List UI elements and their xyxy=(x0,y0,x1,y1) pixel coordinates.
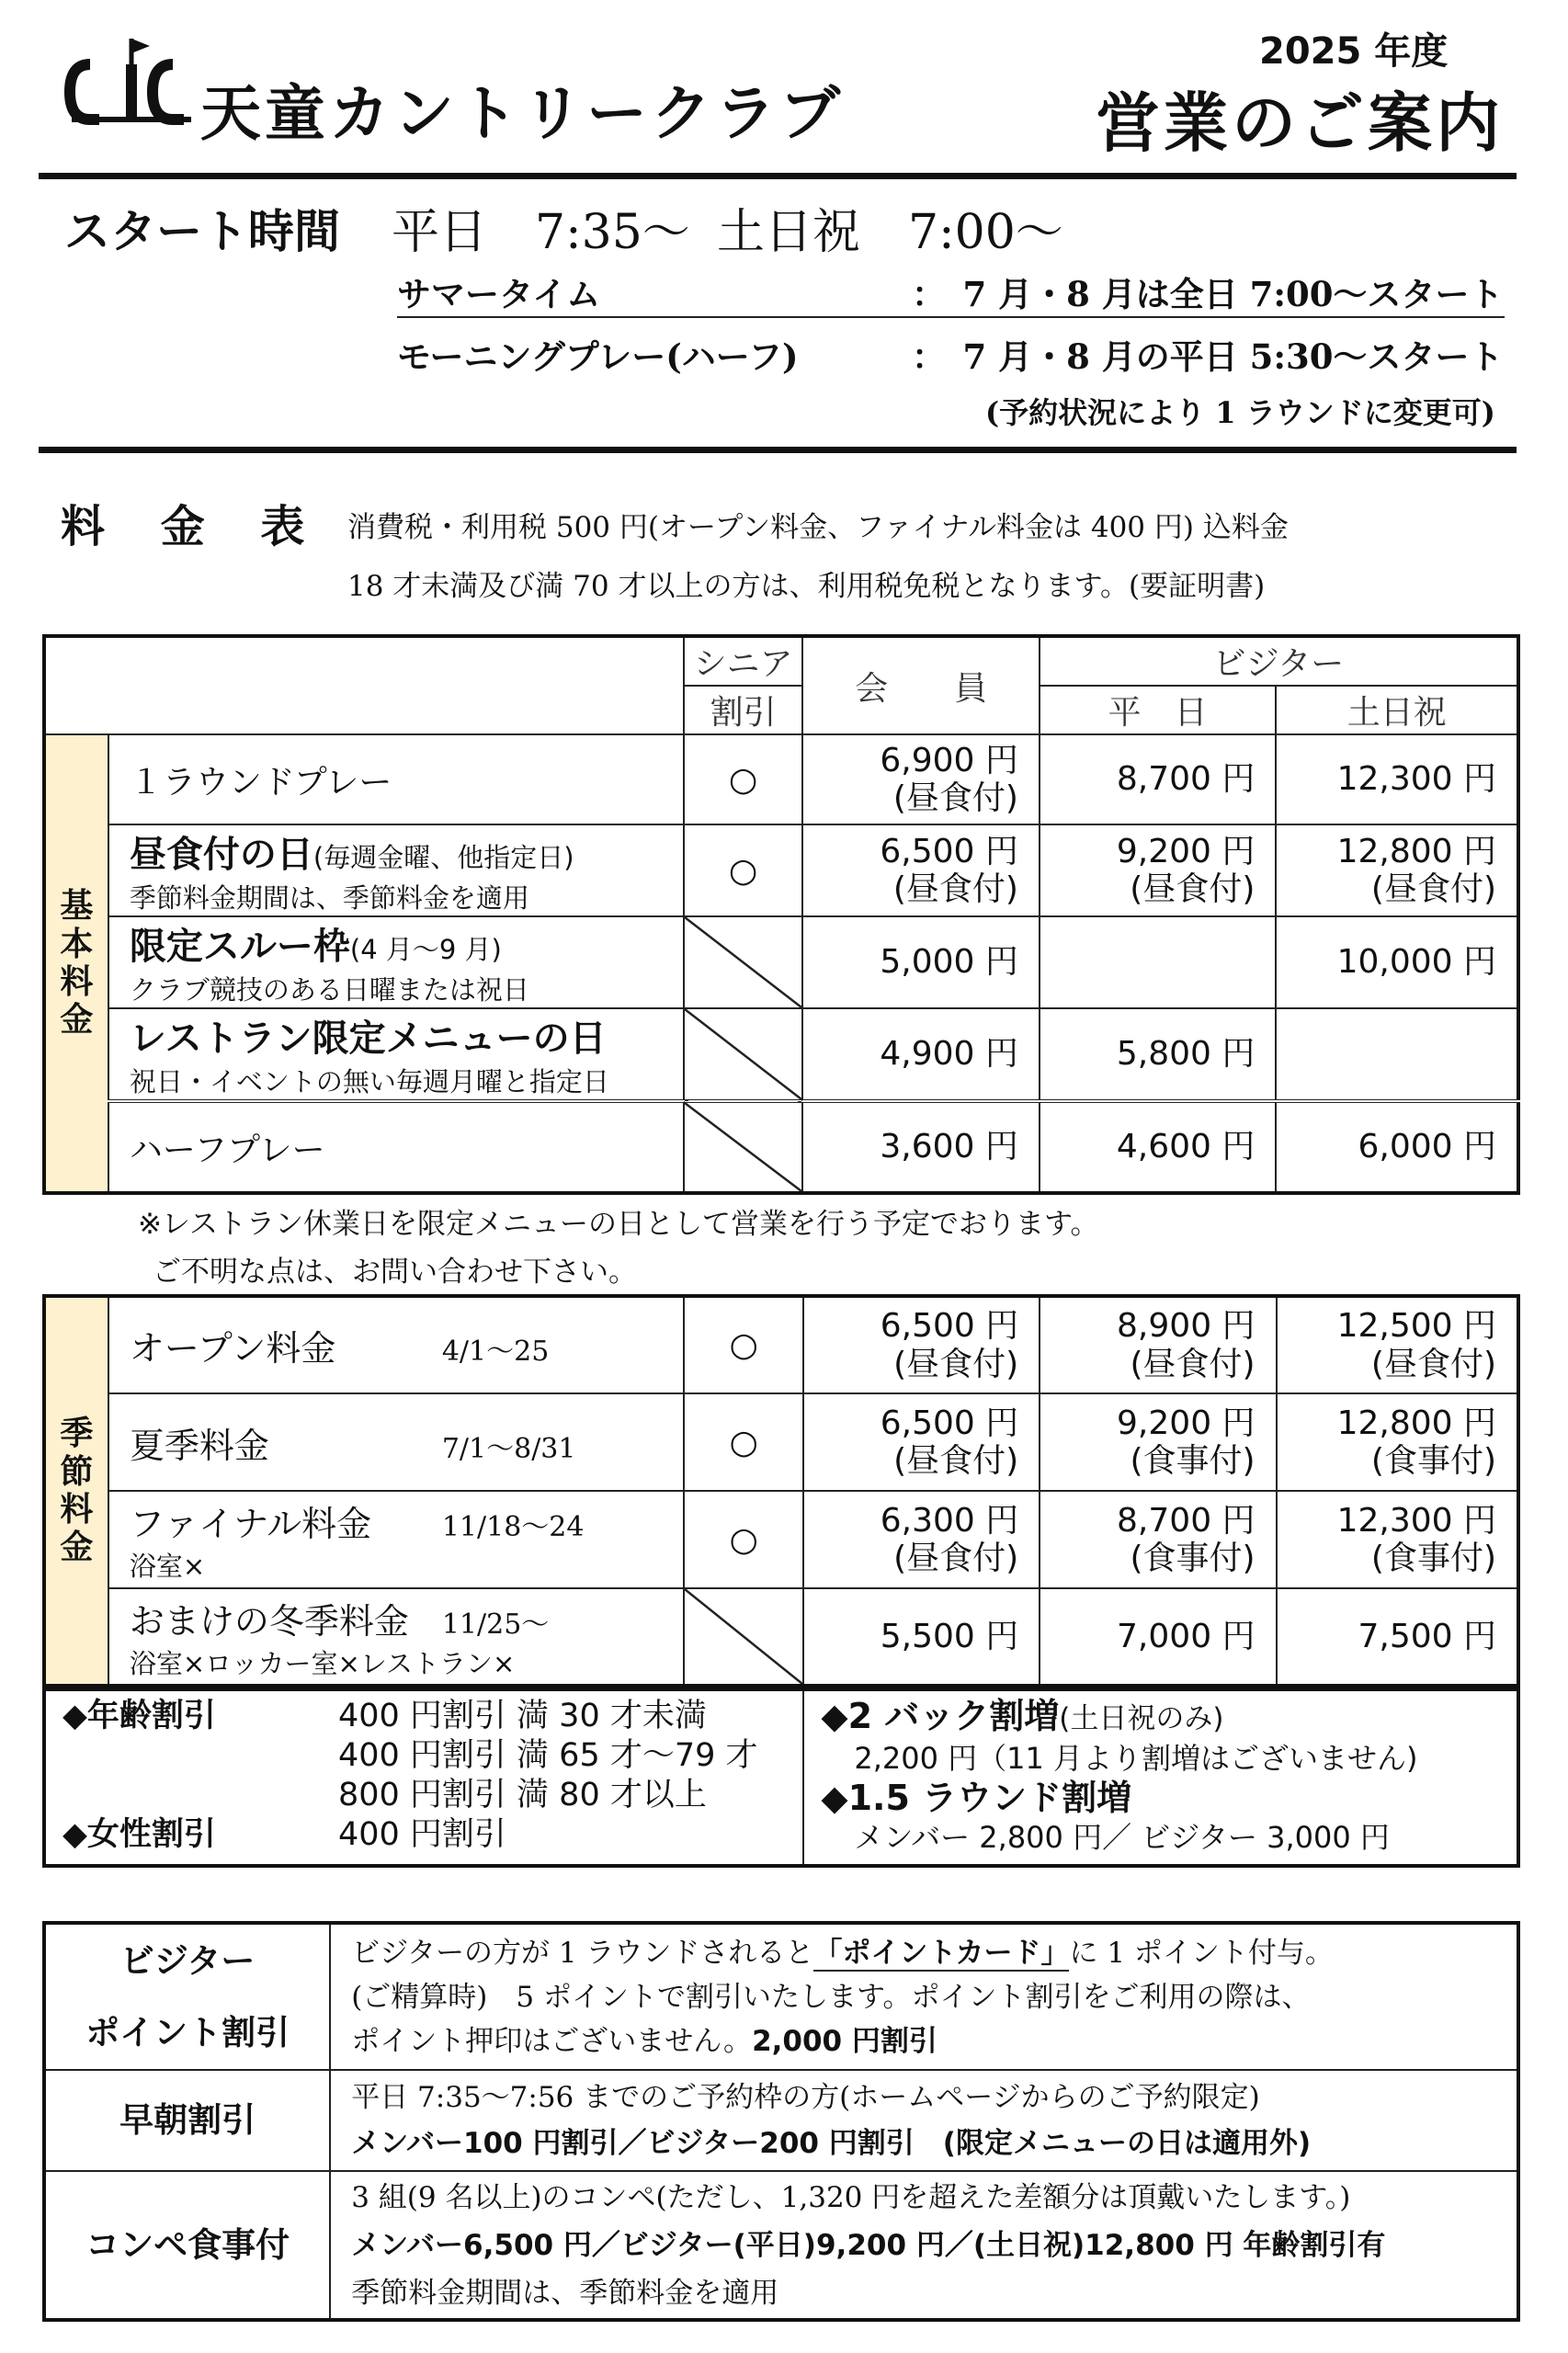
competition-text: 季節料金期間は、季節料金を適用 xyxy=(351,2276,779,2310)
not-applicable-cell xyxy=(684,1101,803,1193)
weekend-price-value: 12,800 円 xyxy=(1336,832,1496,870)
weekday-price-value: 8,900 円 xyxy=(1117,1307,1256,1346)
point-card-text: 「ポイントカード」 xyxy=(813,1936,1070,1970)
row-name: 限定スルー枠 xyxy=(129,926,350,968)
row-dates: 11/18〜24 xyxy=(441,1511,585,1543)
fee-table-label: 料 金 表 xyxy=(61,501,325,552)
summer-time-value: ： 7 月・8 月は全日 7:00〜スタート xyxy=(912,274,1504,314)
weekend-price: 10,000 円 xyxy=(1276,916,1518,1008)
club-name: 天童カントリークラブ xyxy=(200,78,844,149)
early-discount-label: 早朝割引 xyxy=(44,2070,330,2171)
weekend-price: 7,500 円 xyxy=(1277,1588,1518,1686)
member-price: 4,900 円 xyxy=(802,1008,1039,1101)
female-discount-label: ◆女性割引 xyxy=(62,1816,216,1853)
point-text: ポイント押印はございません。 xyxy=(351,2024,753,2058)
seasonal-fee-table xyxy=(42,1294,1520,1688)
tax-note-2: 18 才未満及び満 70 才以上の方は、利用税免税となります。(要証明書) xyxy=(347,570,1266,603)
competition-meal-label: コンペ食事付 xyxy=(44,2171,330,2320)
weekend-price-value: 12,300 円 xyxy=(1336,1501,1496,1540)
morning-play-label: モーニングプレー(ハーフ) xyxy=(397,336,799,377)
header-weekend: 土日祝 xyxy=(1276,686,1518,734)
member-price: 3,600 円 xyxy=(802,1101,1039,1193)
inquiry-note: ご不明な点は、お問い合わせ下さい。 xyxy=(153,1256,637,1289)
point-discount-amount: 2,000 円割引 xyxy=(752,2024,937,2058)
morning-play-note: (予約状況により 1 ラウンドに変更可) xyxy=(985,395,1495,430)
senior-mark: ○ xyxy=(684,1491,802,1588)
weekday-price-value: 9,200 円 xyxy=(1117,1404,1256,1442)
weekday-price: 8,700 円 xyxy=(1040,734,1276,824)
row-subtext: 季節料金期間は、季節料金を適用 xyxy=(129,882,529,914)
weekend-price xyxy=(1276,1008,1518,1101)
member-price-value: 6,300 円 xyxy=(880,1501,1019,1540)
header-blank xyxy=(44,636,684,734)
basic-fee-side-label: 基 本 料 金 xyxy=(44,734,108,1193)
header-member: 会 員 xyxy=(802,636,1039,734)
row-name: ハーフプレー xyxy=(108,1101,684,1193)
weekend-price-note: (昼食付) xyxy=(1370,1345,1496,1383)
one-half-round-label: ◆1.5 ラウンド割増 xyxy=(821,1778,1132,1818)
row-name: オープン料金 xyxy=(129,1328,336,1369)
member-price-value: 6,500 円 xyxy=(880,1404,1019,1442)
point-text: (ご精算時) 5 ポイントで割引いたします。ポイント割引をご利用の際は、 xyxy=(351,1980,1311,2014)
table-row xyxy=(44,824,1518,916)
age-female-discount-cell xyxy=(44,1689,803,1866)
member-price-note: (昼食付) xyxy=(892,870,1018,908)
weekend-price: 12,300 円 xyxy=(1276,734,1518,824)
senior-mark: ○ xyxy=(684,734,803,824)
weekday-price-note: (昼食付) xyxy=(1130,870,1256,908)
table-row xyxy=(44,1008,1518,1101)
weekend-price: 6,000 円 xyxy=(1276,1101,1518,1193)
table-row xyxy=(44,1101,1518,1193)
one-half-round-value: メンバー 2,800 円／ ビジター 3,000 円 xyxy=(854,1820,1390,1855)
two-bag-note: (土日祝のみ) xyxy=(1059,1702,1224,1735)
summer-time-row xyxy=(397,267,1505,318)
start-divider xyxy=(39,447,1517,453)
senior-mark: ○ xyxy=(684,1296,802,1393)
weekday-price: 7,000 円 xyxy=(1040,1588,1276,1686)
visitor-point-label-2: ポイント割引 xyxy=(85,2012,290,2052)
weekend-price-value: 12,500 円 xyxy=(1336,1307,1496,1346)
member-price-note: (昼食付) xyxy=(893,1345,1019,1383)
weekday-price: 5,800 円 xyxy=(1040,1008,1276,1101)
table-row xyxy=(44,916,1518,1008)
weekend-price-note: (昼食付) xyxy=(1370,870,1496,908)
row-name-extra: (毎週金曜、他指定日) xyxy=(312,842,574,873)
row-name: １ラウンドプレー xyxy=(108,734,684,824)
club-logo-mark xyxy=(62,28,200,133)
early-discount-amount: メンバー100 円割引／ビジター200 円割引 (限定メニューの日は適用外) xyxy=(351,2127,1312,2160)
summer-time-label: サマータイム xyxy=(397,274,601,314)
not-applicable-cell xyxy=(684,1588,802,1686)
row-name: 夏季料金 xyxy=(129,1425,269,1466)
table-row xyxy=(44,2070,1518,2171)
header-senior-2: 割引 xyxy=(684,686,803,734)
basic-fee-table xyxy=(42,634,1520,1195)
row-subtext: 祝日・イベントの無い毎週月曜と指定日 xyxy=(129,1066,609,1097)
not-applicable-cell xyxy=(684,1008,803,1101)
morning-play-value: ： 7 月・8 月の平日 5:30〜スタート xyxy=(912,336,1504,377)
age-discount-line: 400 円割引 満 65 才〜79 才 xyxy=(338,1737,758,1774)
row-subtext: 浴室×ロッカー室×レストラン× xyxy=(129,1647,516,1679)
table-row xyxy=(44,2171,1518,2320)
visitor-point-label-1: ビジター xyxy=(119,1940,256,1981)
weekday-price xyxy=(1040,916,1276,1008)
member-price-value: 6,900 円 xyxy=(880,741,1018,779)
discount-table xyxy=(42,1688,1520,1868)
morning-play-row xyxy=(397,329,1505,379)
row-name: おまけの冬季料金 xyxy=(129,1600,409,1642)
header-visitor: ビジター xyxy=(1040,636,1518,686)
member-price-note: (昼食付) xyxy=(893,1442,1019,1480)
weekday-price-note: (昼食付) xyxy=(1130,1345,1256,1383)
weekday-price-note: (食事付) xyxy=(1130,1442,1256,1480)
row-name: 昼食付の日 xyxy=(129,834,313,876)
member-price-note: (昼食付) xyxy=(893,1540,1019,1577)
member-price-value: 6,500 円 xyxy=(880,1307,1019,1346)
point-text: ビジターの方が 1 ラウンドされると xyxy=(351,1936,814,1970)
page-title: 営業のご案内 xyxy=(1096,85,1504,161)
two-bag-label: ◆2 バック割増 xyxy=(821,1696,1060,1736)
weekday-price-value: 8,700 円 xyxy=(1117,1501,1256,1540)
early-discount-text: 平日 7:35〜7:56 までのご予約枠の方(ホームページからのご予約限定) xyxy=(351,2081,1260,2114)
table-row xyxy=(44,734,1518,824)
weekday-price: 4,600 円 xyxy=(1040,1101,1276,1193)
point-text: に 1 ポイント付与。 xyxy=(1069,1936,1334,1970)
member-price-note: (昼食付) xyxy=(892,779,1018,817)
senior-mark: ○ xyxy=(684,1393,802,1491)
header-divider xyxy=(39,173,1517,179)
weekend-price-note: (食事付) xyxy=(1370,1442,1496,1480)
row-dates: 4/1〜25 xyxy=(441,1336,550,1368)
age-discount-line: 400 円割引 満 30 才未満 xyxy=(338,1698,707,1734)
table-row xyxy=(44,1491,1518,1588)
two-bag-value: 2,200 円（11 月より割増はございません) xyxy=(854,1741,1418,1776)
weekend-price-note: (食事付) xyxy=(1370,1540,1496,1577)
surcharge-cell xyxy=(803,1689,1518,1866)
table-row xyxy=(44,1588,1518,1686)
row-name-extra: (4 月〜9 月) xyxy=(349,934,502,965)
header-weekday: 平 日 xyxy=(1040,686,1276,734)
competition-text: 3 組(9 名以上)のコンペ(ただし、1,320 円を超えた差額分は頂戴いたします。) xyxy=(351,2180,1351,2214)
tax-note-1: 消費税・利用税 500 円(オープン料金、ファイナル料金は 400 円) 込料金 xyxy=(347,511,1289,544)
row-dates: 7/1〜8/31 xyxy=(441,1432,576,1465)
header-senior-1: シニア xyxy=(684,636,803,686)
row-subtext: 浴室× xyxy=(129,1551,206,1582)
row-dates: 11/25〜 xyxy=(441,1608,550,1641)
member-price-value: 6,500 円 xyxy=(880,832,1018,870)
competition-prices: メンバー6,500 円／ビジター(平日)9,200 円／(土日祝)12,800 円 年齢割引有 xyxy=(351,2228,1386,2262)
row-name: ファイナル料金 xyxy=(129,1504,372,1544)
table-row xyxy=(44,1296,1518,1393)
member-price: 5,500 円 xyxy=(803,1588,1040,1686)
other-discounts-table xyxy=(42,1921,1520,2322)
not-applicable-cell xyxy=(684,916,803,1008)
table-row xyxy=(44,1393,1518,1491)
seasonal-fee-side-label: 季 節 料 金 xyxy=(44,1296,108,1686)
age-discount-label: ◆年齢割引 xyxy=(62,1698,216,1734)
female-discount-value: 400 円割引 xyxy=(338,1816,506,1853)
member-price: 5,000 円 xyxy=(802,916,1039,1008)
row-subtext: クラブ競技のある日曜または祝日 xyxy=(129,974,529,1006)
start-time-label: スタート時間 xyxy=(64,205,340,258)
member-price xyxy=(802,734,1039,824)
row-name: レストラン限定メニューの日 xyxy=(129,1017,607,1060)
weekday-price-value: 9,200 円 xyxy=(1116,832,1256,870)
senior-mark: ○ xyxy=(684,824,803,916)
start-weekend: 土日祝 7:00〜 xyxy=(717,205,1063,260)
age-discount-line: 800 円割引 満 80 才以上 xyxy=(338,1777,707,1813)
weekday-price-note: (食事付) xyxy=(1130,1540,1256,1577)
table-row xyxy=(44,1923,1518,2070)
start-weekday: 平日 7:35〜 xyxy=(392,205,690,260)
weekend-price-value: 12,800 円 xyxy=(1336,1404,1496,1442)
restaurant-note: ※レストラン休業日を限定メニューの日として営業を行う予定でおります。 xyxy=(138,1208,1099,1241)
fiscal-year: 2025 年度 xyxy=(1259,30,1449,73)
